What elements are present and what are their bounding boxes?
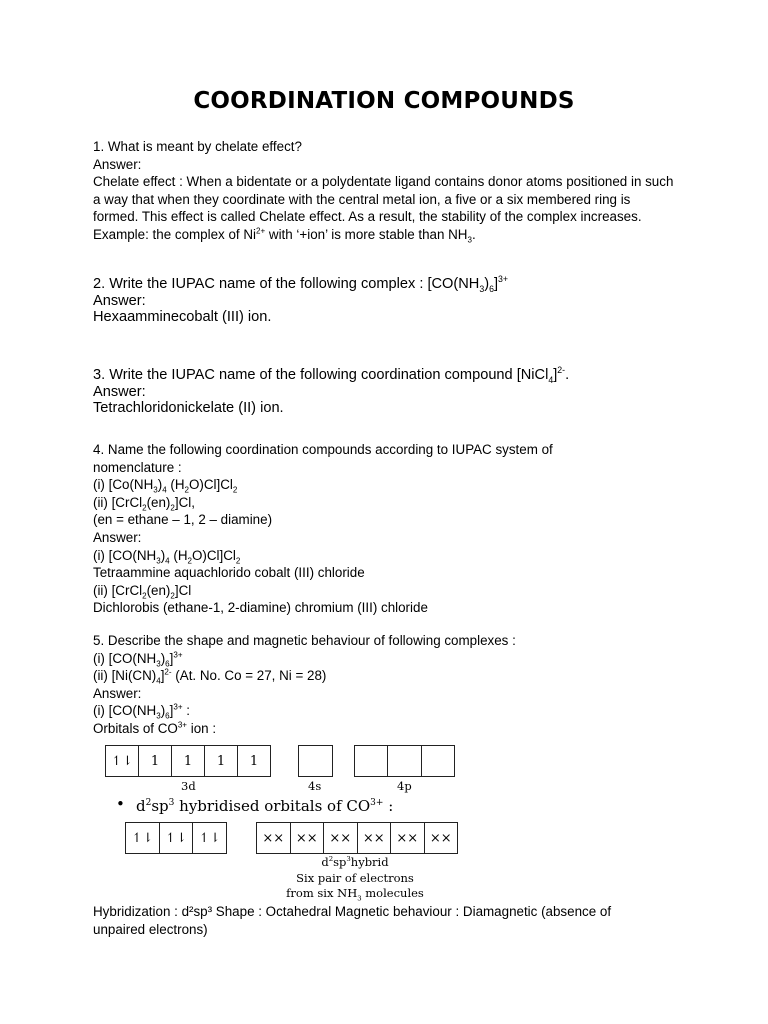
orbital-3d-cell: 1	[205, 746, 238, 776]
hybrid-cell: ××	[291, 823, 325, 853]
orbital-4p-cell	[355, 746, 388, 776]
q4-item-ii: (ii) $[CrCl_2(en)_2]Cl$,	[93, 494, 195, 513]
q3-answer: Tetrachloridonickelate (II) ion.	[93, 400, 284, 417]
hybrid-3d-cell: ↿⇂	[160, 823, 194, 853]
hybrid-3d-cell: ↿⇂	[198, 830, 221, 846]
q1-answer-text: Chelate effect : When a bidentate or a polydentate ligand contains donor atoms positioned in such a way that when they coordinate with the central metal ion, a five or a six membered ring is formed. This effect is called Chelate effect. As a result, the stability of the complex increases.	[93, 174, 674, 225]
hybrid-label-pairs: Six pair of electrons	[296, 871, 414, 885]
q4-answer-label: Answer:	[93, 529, 142, 545]
hybrid-cell: ××	[324, 823, 358, 853]
label-4s: 4s	[308, 779, 322, 793]
q2-answer-label: Answer:	[93, 292, 146, 309]
hybrid-label-source: from six $NH_3$ molecules	[286, 886, 424, 903]
q5-question: 5. Describe the shape and magnetic behaviour of following complexes :	[93, 633, 516, 648]
q4-question: 4. Name the following coordination compounds according to IUPAC system of	[93, 442, 553, 457]
q4-answer-ii-name: Dichlorobis (ethane-1, 2-diamine) chromium (III) chloride	[93, 600, 428, 616]
q5-summary: Hybridization : d²sp³ Shape : Octahedral Magnetic behaviour : Diamagnetic (absence of unpaired electrons)	[93, 904, 612, 937]
question-1	[93, 138, 693, 244]
orbital-4p-cell	[388, 746, 421, 776]
q5-answer-label: Answer:	[93, 685, 142, 701]
hybrid-3d-cell: ↿⇂	[126, 823, 160, 853]
q4-answer-ii: (ii) $[CrCl_2(en)_2]Cl$	[93, 582, 192, 601]
question-3	[93, 367, 693, 417]
label-3d: 3d	[181, 779, 196, 793]
q3-answer-label: Answer:	[93, 383, 146, 400]
orbital-4p-box	[354, 745, 455, 777]
q5-item-ii: (ii) $[Ni(CN)_4]^{2-}$ (At. No. Co = 27, Ni = 28)	[93, 667, 327, 686]
question-2	[93, 276, 693, 326]
hybrid-cell: ××	[429, 830, 452, 846]
orbital-3d-box	[105, 745, 271, 777]
hybrid-orbitals-box	[256, 822, 458, 854]
hybrid-cell: ××	[257, 823, 291, 853]
q1-question: 1. What is meant by chelate effect?	[93, 139, 302, 154]
q5-answer-i: (i) $[CO(NH_3)_6]^{3+}$ :	[93, 702, 190, 722]
q4-answer-i: (i) [$CO(NH_3)_4$ $(H_2O)Cl]Cl_2$	[93, 547, 241, 566]
q3-question: 3. Write the IUPAC name of the following coordination compound [NiCl$_4$]$^{2-}$.	[93, 365, 570, 385]
q1-answer-label: Answer:	[93, 156, 142, 172]
orbital-3d-cell: 1	[139, 746, 172, 776]
orbital-4s-cell	[299, 746, 332, 776]
orbital-4p-cell	[422, 746, 454, 776]
q4-answer-i-name: Tetraammine aquachlorido cobalt (III) chloride	[93, 565, 365, 581]
hybrid-title: $d^2sp^3$ hybridised orbitals of $CO^{3+}$ :	[136, 797, 394, 815]
q5-item-i: (i) $[CO(NH_3)_6]^{3+}$	[93, 650, 183, 669]
orbital-3d-cell: 1	[172, 746, 205, 776]
hybrid-3d-box	[125, 822, 227, 854]
q1-example: Example: the complex of $Ni^{2+}$ with ‘+ion’ is more stable than $NH_3$.	[93, 226, 476, 245]
q2-answer: Hexaamminecobalt (III) ion.	[93, 309, 272, 326]
q4-item-i: (i) [$Co(NH_3)_4$ $(H_2O)Cl]Cl_2$	[93, 477, 238, 495]
orbital-4s-box	[298, 745, 333, 777]
orbital-3d-cell: 1	[249, 753, 259, 769]
hybrid-cell: ××	[391, 823, 425, 853]
q5-orbitals-label: Orbitals of $CO^{3+}$ ion :	[93, 720, 217, 736]
hybrid-label: $d^2sp^3hybrid$	[321, 855, 389, 869]
q2-question: 2. Write the IUPAC name of the following complex : $[CO(NH_3)_6]^{3+}$	[93, 274, 509, 294]
hybrid-bullet: •	[116, 795, 125, 813]
question-5	[93, 632, 693, 738]
label-4p: 4p	[397, 779, 412, 793]
hybrid-cell: ××	[358, 823, 392, 853]
orbital-3d-cell: ↿⇂	[106, 746, 139, 776]
question-4: 4. Name the following coordination compounds according to IUPAC system of nomenclature : (i) [$Co(NH_3)_4$ $(H_2O)Cl]Cl_2$ (ii) $[CrCl_2(en)_2]Cl$, (en = ethane – 1, 2 – diamine) Answer: (i) [$CO(NH_3)_4$ $(H_2O)Cl]Cl_2$ Tetraammine aquachlorido cobalt (III) chloride (ii) $[CrCl_2(en)_2]Cl$ Dichlorobis (ethane-1, 2-diamine) chromium (III) chloride	[93, 441, 693, 617]
q4-en-note: (en = ethane – 1, 2 – diamine)	[93, 512, 273, 528]
page-title: COORDINATION COMPOUNDS	[193, 88, 575, 114]
